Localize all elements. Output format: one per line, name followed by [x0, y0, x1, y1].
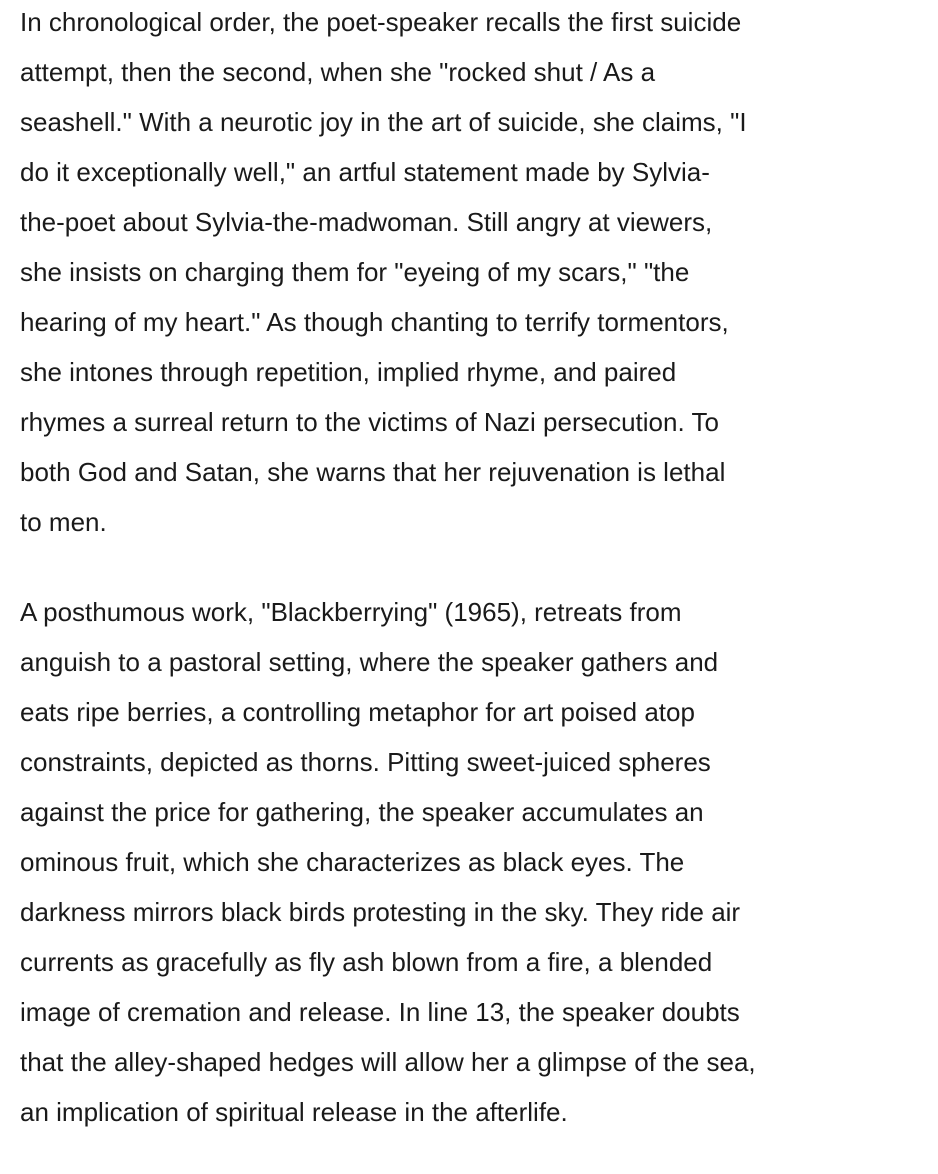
text-line: to men. [20, 507, 107, 537]
text-line: anguish to a pastoral setting, where the speaker gathers and [20, 647, 719, 677]
text-line: hearing of my heart." As though chanting to terrify tormentors, [20, 307, 729, 337]
text-line: constraints, depicted as thorns. Pitting sweet-juiced spheres [20, 747, 711, 777]
text-line: image of cremation and release. In line 13, the speaker doubts [20, 997, 740, 1027]
text-line: currents as gracefully as fly ash blown from a fire, a blended [20, 947, 713, 977]
text-line: she intones through repetition, implied rhyme, and paired [20, 357, 677, 387]
text-line: seashell." With a neurotic joy in the art of suicide, she claims, "I [20, 107, 747, 137]
text-line: against the price for gathering, the speaker accumulates an [20, 797, 704, 827]
text-line: attempt, then the second, when she "rocked shut / As a [20, 57, 656, 87]
text-line: an implication of spiritual release in the afterlife. [20, 1097, 568, 1127]
text-line: do it exceptionally well," an artful statement made by Sylvia- [20, 157, 710, 187]
text-line: that the alley-shaped hedges will allow her a glimpse of the sea, [20, 1047, 756, 1077]
paragraph [20, 0, 938, 547]
text-line: eats ripe berries, a controlling metaphor for art poised atop [20, 697, 695, 727]
text-line: In chronological order, the poet-speaker recalls the first suicide [20, 7, 742, 37]
text-line: the-poet about Sylvia-the-madwoman. Still angry at viewers, [20, 207, 713, 237]
text-line: A posthumous work, "Blackberrying" (1965), retreats from [20, 597, 682, 627]
text-line: darkness mirrors black birds protesting in the sky. They ride air [20, 897, 741, 927]
text-line: ominous fruit, which she characterizes as black eyes. The [20, 847, 685, 877]
text-line: rhymes a surreal return to the victims of Nazi persecution. To [20, 407, 719, 437]
text-line: she insists on charging them for "eyeing of my scars," "the [20, 257, 690, 287]
paragraph [20, 587, 938, 1137]
text-line: both God and Satan, she warns that her rejuvenation is lethal [20, 457, 726, 487]
